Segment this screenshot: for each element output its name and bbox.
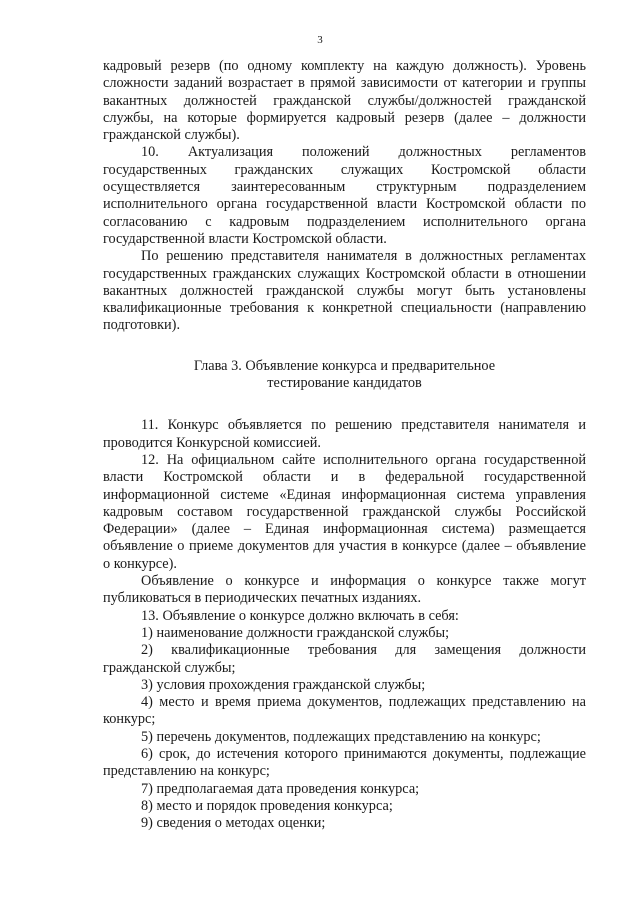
list-item: 2) квалификационные требования для замещения должности гражданской службы; bbox=[103, 642, 586, 676]
paragraph: кадровый резерв (по одному комплекту на каждую должность). Уровень сложности заданий возрастает в прямой зависимости от категории и группы вакантных должностей гражданской службы/должностей гражданской службы, на которые формируется кадровый резерв (далее – должности гражданской службы). bbox=[103, 58, 586, 144]
paragraph: По решению представителя нанимателя в должностных регламентах государственных гражданских служащих Костромской области в отношении вакантных должностей гражданской службы могут быть установлены квалификационные требования к конкретной специальности (направлению подготовки). bbox=[103, 248, 586, 334]
paragraph: 13. Объявление о конкурсе должно включать в себя: bbox=[141, 607, 459, 624]
list-item: 6) срок, до истечения которого принимаются документы, подлежащие представлению на конкурс; bbox=[103, 745, 586, 780]
paragraph: 10. Актуализация положений должностных регламентов государственных гражданских служащих Костромской области осуществляется заинтересованным структурным подразделением исполнительного органа государственной власти Костромской области по согласованию с кадровым подразделением исполнительного органа государственной власти Костромской области. bbox=[103, 144, 586, 247]
list-item: 8) место и порядок проведения конкурса; bbox=[141, 797, 393, 814]
list-item: 3) условия прохождения гражданской службы; bbox=[141, 676, 426, 693]
document-body bbox=[103, 58, 586, 832]
paragraph: 11. Конкурс объявляется по решению представителя нанимателя и проводится Конкурсной комиссией. bbox=[103, 417, 586, 451]
paragraph: 12. На официальном сайте исполнительного органа государственной власти Костромской области и в федеральной государственной информационной системе «Единая информационная система управления кадровым составом государственной гражданской службы Российской Федерации» (далее – Единая информационная система) размещается объявление о приеме документов для участия в конкурсе (далее – объявление о конкурсе). bbox=[103, 451, 586, 572]
chapter-heading-line: Глава 3. Объявление конкурса и предварительное bbox=[193, 357, 496, 374]
list-item: 4) место и время приема документов, подлежащих представлению на конкурс; bbox=[103, 694, 586, 728]
list-item: 9) сведения о методах оценки; bbox=[141, 815, 326, 832]
list-item: 5) перечень документов, подлежащих представлению на конкурс; bbox=[141, 728, 541, 745]
page-number: 3 bbox=[317, 34, 323, 46]
list-item: 7) предполагаемая дата проведения конкурса; bbox=[141, 780, 420, 797]
list-item: 1) наименование должности гражданской службы; bbox=[141, 624, 450, 641]
chapter-heading-line: тестирование кандидатов bbox=[267, 375, 422, 392]
chapter-heading bbox=[103, 358, 586, 393]
paragraph: Объявление о конкурсе и информация о конкурсе также могут публиковаться в периодических печатных изданиях. bbox=[103, 573, 586, 607]
